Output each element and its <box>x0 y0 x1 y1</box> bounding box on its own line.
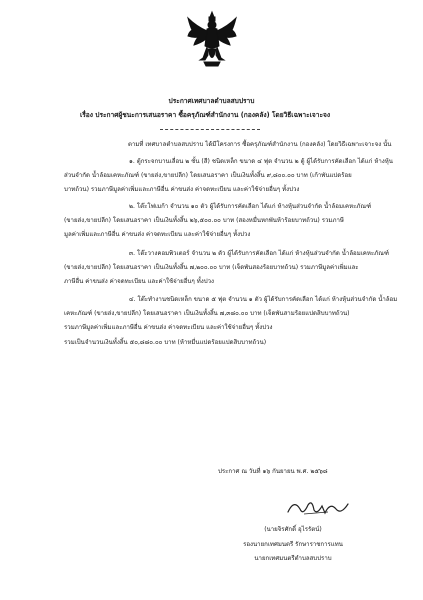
subject-text: ประกาศผู้ชนะการเสนอราคา ซื้อครุภัณฑ์สำนักงาน (กองคลัง) โดยวิธีเฉพาะเจาะจง <box>95 111 331 119</box>
item-3-line-2: (ขายส่ง,ขายปลีก) โดยเสนอราคา เป็นเงินทั้งสิ้น ๗,๒๐๐.๐๐ บาท (เจ็ดพันสองร้อยบาทถ้วน) รวมภาษีมูลค่าเพิ่มและ <box>64 264 359 271</box>
announced-date: ประกาศ ณ วันที่ ๑๖ กันยายน พ.ศ. ๒๕๖๘ <box>218 468 328 475</box>
item-2-line-2: (ขายส่ง,ขายปลีก) โดยเสนอราคา เป็นเงินทั้งสิ้น ๒๖,๕๐๐.๐๐ บาท (สองหมื่นหกพันห้าร้อยบาทถ้วน) รวมภาษี <box>64 217 344 224</box>
grand-total: รวมเป็นจำนวนเงินทั้งสิ้น ๕๐,๘๘๐.๐๐ บาท (ห้าหมื่นแปดร้อยแปดสิบบาทถ้วน) <box>64 339 267 346</box>
item-4-line-3: รวมภาษีมูลค่าเพิ่มและภาษีอื่น ค่าขนส่ง ค่าจดทะเบียน และค่าใช้จ่ายอื่นๆ ทั้งปวง <box>64 324 273 331</box>
signer-position-1: รองนายกเทศมนตรี รักษาราชการแทน <box>243 541 343 548</box>
item-1-line-2: ส่วนจำกัด น้ำล้อมเคหะภัณฑ์ (ขายส่ง,ขายปลีก) โดยเสนอราคา เป็นเงินทั้งสิ้น ๙,๘๐๐.๐๐ บาท (เก้าพันแปดร้อย <box>64 172 352 179</box>
subject-line <box>80 111 330 119</box>
item-4-line-2: เคหะภัณฑ์ (ขายส่ง,ขายปลีก) โดยเสนอราคา เป็นเงินทั้งสิ้น ๗,๓๘๐.๐๐ บาท (เจ็ดพันสามร้อยแปดสิบบาทถ้วน) <box>64 310 350 317</box>
signer-name: (นายจิรศักดิ์ อุไรรัตน์) <box>264 526 322 533</box>
organization-title: ประกาศเทศบาลตำบลสบปราบ <box>168 97 255 105</box>
item-4-line-1: ๔. โต๊ะทำงานชนิดเหล็ก ขนาด ๕ ฟุต จำนวน ๑ ตัว ผู้ได้รับการคัดเลือก ได้แก่ ห้างหุ้นส่วนจำกัด น้ำล้อม <box>129 296 398 303</box>
item-3-line-1: ๓. โต๊ะวางคอมพิวเตอร์ จำนวน ๒ ตัว ผู้ได้รับการคัดเลือก ได้แก่ ห้างหุ้นส่วนจำกัด น้ำล้อมเคหะภัณฑ์ <box>129 250 389 257</box>
header-divider <box>160 129 260 130</box>
handwritten-signature <box>284 497 354 519</box>
item-1-line-3: บาทถ้วน) รวมภาษีมูลค่าเพิ่มและภาษีอื่น ค่าขนส่ง ค่าจดทะเบียน และค่าใช้จ่ายอื่นๆ ทั้งปวง <box>64 186 300 193</box>
item-2-line-1: ๒. โต๊ะโฟเมก้า จำนวน ๑๐ ตัว ผู้ได้รับการคัดเลือก ได้แก่ ห้างหุ้นส่วนจำกัด น้ำล้อมเคหะภัณฑ์ <box>129 203 372 210</box>
subject-prefix: เรื่อง <box>80 111 93 119</box>
garuda-emblem-icon <box>186 10 238 70</box>
item-3-line-3: ภาษีอื่น ค่าขนส่ง ค่าจดทะเบียน และค่าใช้จ่ายอื่นๆ ทั้งปวง <box>64 278 215 285</box>
intro-paragraph: ตามที่ เทศบาลตำบลสบปราบ ได้มีโครงการ ซื้อครุภัณฑ์สำนักงาน (กองคลัง) โดยวิธีเฉพาะเจาะจง นั้น <box>128 141 392 148</box>
item-2-line-3: มูลค่าเพิ่มและภาษีอื่น ค่าขนส่ง ค่าจดทะเบียน และค่าใช้จ่ายอื่นๆ ทั้งปวง <box>64 231 251 238</box>
item-1-line-1: ๑. ตู้กระจกบานเลื่อน ๒ ชั้น (สี) ชนิดเหล็ก ขนาด ๔ ฟุต จำนวน ๒ ตู้ ผู้ได้รับการคัดเลือก ได้แก่ ห้างหุ้น <box>129 158 393 165</box>
signer-position-2: นายกเทศมนตรีตำบลสบปราบ <box>254 555 332 562</box>
